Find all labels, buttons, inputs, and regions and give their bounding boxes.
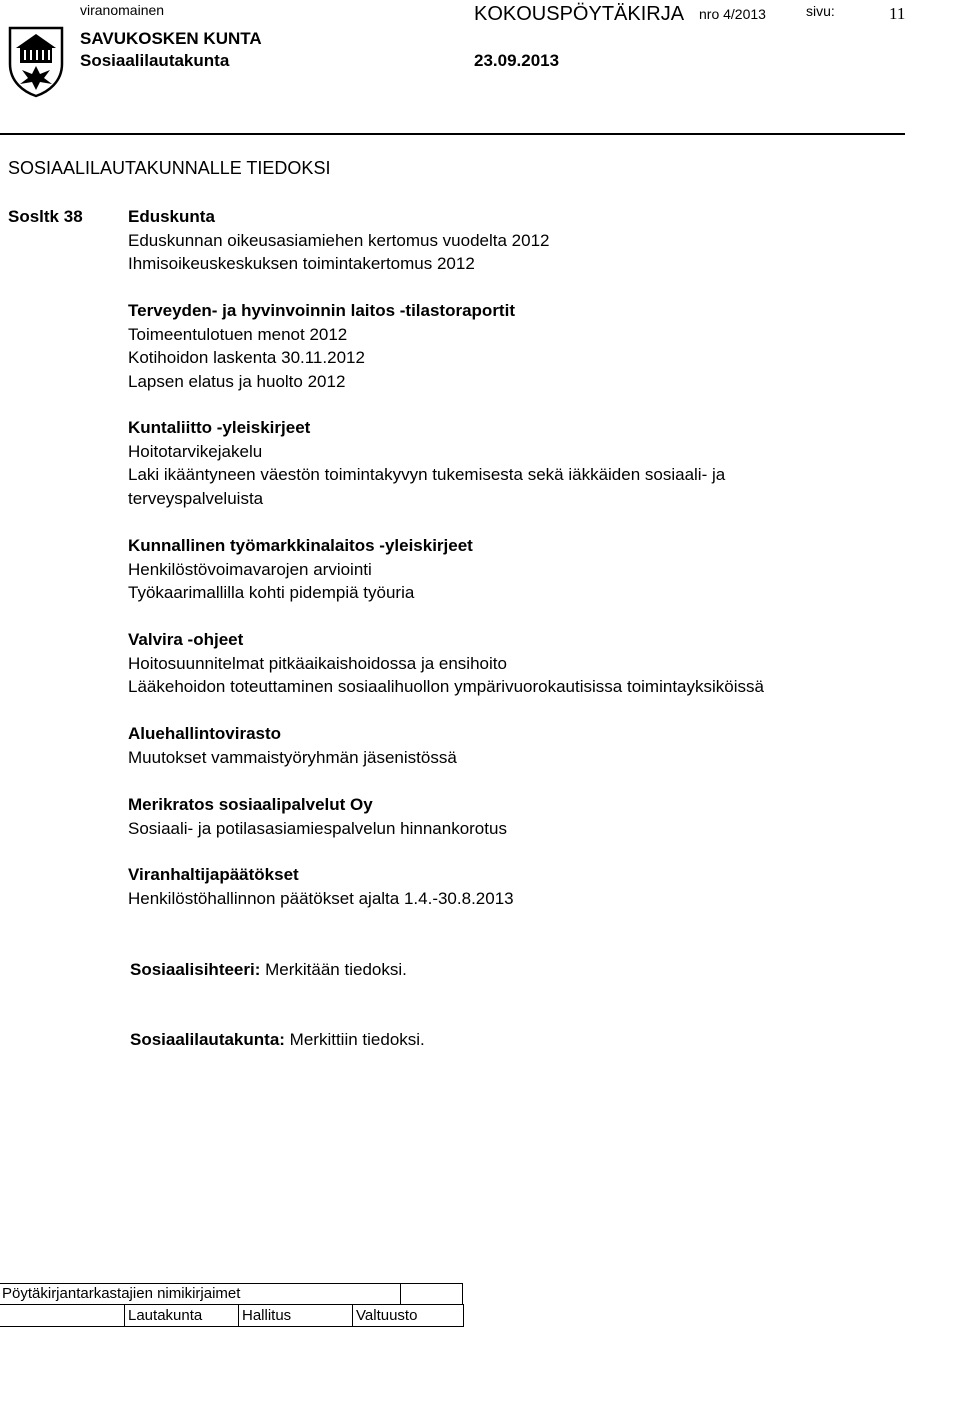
decision-label: Sosiaalilautakunta:	[130, 1030, 285, 1049]
group-item: Hoitotarvikejakelu	[128, 441, 263, 461]
footer-top-line	[0, 1283, 400, 1284]
group-item: Henkilöstöhallinnon päätökset ajalta 1.4.-30.8.2013	[128, 888, 514, 908]
footer-cell-lautakunta	[124, 1304, 239, 1327]
group-item: Työkaarimallilla kohti pidempiä työuria	[128, 583, 415, 602]
group-item: Ihmisoikeuskeskuksen toimintakertomus 2012	[128, 254, 475, 273]
group-heading: Kuntaliitto -yleiskirjeet	[128, 418, 311, 437]
info-group-thl	[128, 299, 515, 393]
footer-cell-empty	[0, 1304, 124, 1327]
info-group-avi	[128, 722, 457, 769]
meeting-date: 23.09.2013	[474, 51, 560, 70]
group-item: Muutokset vammaistyöryhmän jäsenistössä	[128, 747, 457, 767]
case-id: Sosltk 38	[8, 207, 83, 226]
group-item: Toimeentulotuen menot 2012	[128, 324, 348, 344]
info-group-decisions	[128, 863, 514, 910]
document-title: KOKOUSPÖYTÄKIRJA	[474, 3, 685, 25]
document-number: nro 4/2013	[699, 6, 766, 22]
decision-text: Merkittiin tiedoksi.	[289, 1030, 425, 1049]
group-heading: Aluehallintovirasto	[128, 724, 282, 743]
group-heading: Eduskunta	[128, 207, 215, 226]
group-item: Laki ikääntyneen väestön toimintakyvyn tukemisesta sekä iäkkäiden sosiaali- ja	[128, 465, 726, 484]
page-number: 11	[889, 4, 906, 23]
group-heading: Merikratos sosiaalipalvelut Oy	[128, 795, 373, 814]
footer-cell-hallitus	[238, 1304, 353, 1327]
document-status: viranomainen	[80, 2, 165, 18]
section-title: SOSIAALILAUTAKUNNALLE TIEDOKSI	[8, 158, 331, 178]
group-item: Eduskunnan oikeusasiamiehen kertomus vuodelta 2012	[128, 230, 550, 250]
info-group-kuntaliitto	[128, 416, 725, 510]
info-group-eduskunta	[128, 205, 550, 276]
info-group-valvira	[128, 628, 764, 699]
group-heading: Valvira -ohjeet	[128, 630, 244, 649]
proposal	[130, 958, 407, 982]
group-heading: Kunnallinen työmarkkinalaitos -yleiskirjeet	[128, 536, 473, 555]
decision	[130, 1028, 425, 1052]
proposal-text: Merkitään tiedoksi.	[265, 960, 407, 979]
footer-bottom-line	[0, 1326, 463, 1327]
group-item: Kotihoidon laskenta 30.11.2012	[128, 348, 365, 367]
info-group-merikratos	[128, 793, 507, 840]
group-item: Sosiaali- ja potilasasiamiespalvelun hinnankorotus	[128, 818, 507, 838]
footer-title: Pöytäkirjantarkastajien nimikirjaimet	[2, 1285, 241, 1302]
municipality-name: SAVUKOSKEN KUNTA	[80, 29, 262, 48]
proposal-label: Sosiaalisihteeri:	[130, 960, 261, 979]
group-heading: Terveyden- ja hyvinvoinnin laitos -tilastoraportit	[128, 301, 515, 320]
committee-name: Sosiaalilautakunta	[80, 51, 230, 70]
savukoski-coat-of-arms-icon	[8, 26, 64, 98]
info-group-kt	[128, 534, 473, 605]
group-item: Henkilöstövoimavarojen arviointi	[128, 559, 372, 579]
footer-column-label: Lautakunta	[128, 1307, 203, 1324]
group-item: Lapsen elatus ja huolto 2012	[128, 371, 346, 391]
footer-cell-valtuusto	[352, 1304, 464, 1327]
header-divider	[0, 133, 905, 135]
footer-corner-cell	[400, 1283, 463, 1305]
group-item: Hoitosuunnitelmat pitkäaikaishoidossa ja ensihoito	[128, 653, 507, 673]
page-label: sivu:	[806, 3, 835, 19]
group-item: Lääkehoidon toteuttaminen sosiaalihuollon ympärivuorokautisissa toimintayksiköissä	[128, 677, 764, 696]
group-item: terveyspalveluista	[128, 488, 264, 508]
footer-column-label: Valtuusto	[356, 1307, 418, 1324]
group-heading: Viranhaltijapäätökset	[128, 865, 299, 884]
footer-column-label: Hallitus	[242, 1307, 292, 1324]
